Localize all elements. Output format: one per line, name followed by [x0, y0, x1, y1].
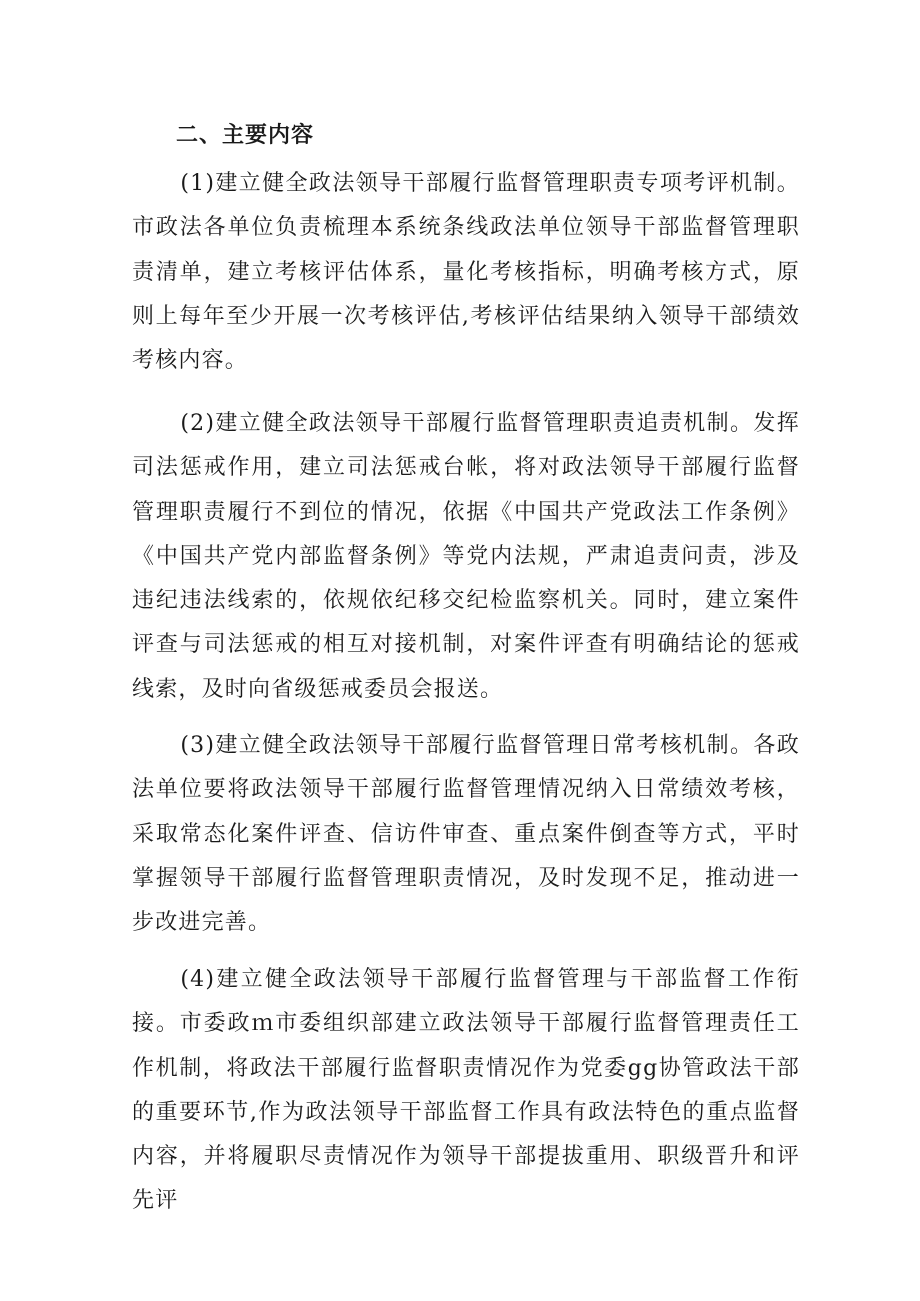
- paragraph-1: (1)建立健全政法领导干部履行监督管理职责专项考评机制。市政法各单位负责梳理本系统条线政法单位领导干部监督管理职责清单，建立考核评估体系，量化考核指标，明确考核方式，原则上每年至少开展一次考核评估,考核评估结果纳入领导干部绩效考核内容。: [132, 171, 800, 374]
- section-heading: 二、主要内容: [176, 123, 315, 148]
- paragraph-3: (3)建立健全政法领导干部履行监督管理日常考核机制。各政法单位要将政法领导干部履行监督管理情况纳入日常绩效考核，采取常态化案件评查、信访件审查、重点案件倒查等方式，平时掌握领导干部履行监督管理职责情况，及时发现不足，推动进一步改进完善。: [132, 733, 800, 936]
- paragraph-4: (4)建立健全政法领导干部履行监督管理与干部监督工作衔接。市委政ｍ市委组织部建立政法领导干部履行监督管理责任工作机制，将政法干部履行监督职责情况作为党委gg协管政法干部的重要环节,作为政法领导干部监督工作具有政法特色的重点监督内容，并将履职尽责情况作为领导干部提拔重用、职级晋升和评先评: [132, 967, 800, 1214]
- paragraph-2: (2)建立健全政法领导干部履行监督管理职责追责机制。发挥司法惩戒作用，建立司法惩戒台帐，将对政法领导干部履行监督管理职责履行不到位的情况，依据《中国共产党政法工作条例》《中国共产党内部监督条例》等党内法规，严肃追责问责，涉及违纪违法线索的，依规依纪移交纪检监察机关。同时，建立案件评查与司法惩戒的相互对接机制，对案件评查有明确结论的惩戒线索，及时向省级惩戒委员会报送。: [132, 411, 800, 702]
